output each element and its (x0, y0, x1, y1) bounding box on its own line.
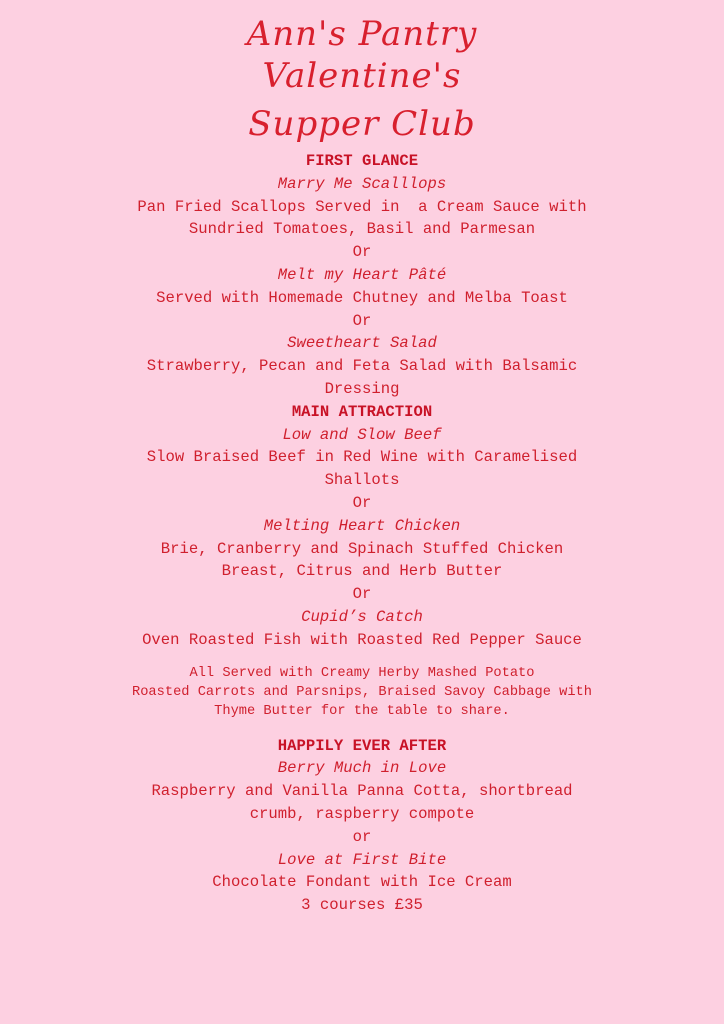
or-separator: Or (352, 311, 372, 330)
dish-description: Served with Homemade Chutney and Melba Toast (156, 288, 568, 307)
dish-name: Sweetheart Salad (287, 334, 437, 353)
or-separator: Or (352, 493, 372, 512)
dish-description: Chocolate Fondant with Ice Cream (212, 873, 512, 892)
dish-name: Berry Much in Love (277, 759, 447, 778)
dish-description: Slow Braised Beef in Red Wine with Caramelised (146, 448, 578, 467)
section-heading: FIRST GLANCE (305, 152, 419, 170)
dish-name: Low and Slow Beef (282, 425, 442, 444)
dish-name: Melt my Heart Pâté (277, 265, 447, 284)
or-separator: or (352, 827, 372, 846)
dish-name: Cupid’s Catch (301, 607, 423, 626)
dish-description: Brie, Cranberry and Spinach Stuffed Chicken (160, 539, 564, 558)
sides-note (0, 664, 724, 721)
section-heading: MAIN ATTRACTION (291, 402, 433, 421)
dish-name: Love at First Bite (277, 850, 447, 869)
or-separator: Or (352, 585, 372, 604)
sides-line: All Served with Creamy Herby Mashed Potato (189, 665, 535, 681)
dish-description: Sundried Tomatoes, Basil and Parmesan (188, 220, 536, 239)
dish-description: Pan Fried Scallops Served in a Cream Sauce with (137, 197, 587, 216)
dish-description: Breast, Citrus and Herb Butter (221, 562, 503, 581)
dish-description: Dressing (324, 379, 400, 398)
section-heading: HAPPILY EVER AFTER (277, 736, 447, 755)
dish-name: Marry Me Scalllops (277, 174, 447, 193)
dish-description: Shallots (324, 471, 400, 490)
price: 3 courses £35 (301, 896, 423, 915)
title-line: Valentine's (262, 56, 462, 96)
title-line: Ann's Pantry (246, 14, 478, 54)
dish-description: Strawberry, Pecan and Feta Salad with Balsamic (146, 357, 578, 376)
or-separator: Or (352, 243, 372, 262)
dish-description: crumb, raspberry compote (249, 804, 475, 823)
title-line: Supper Club (248, 104, 476, 144)
dish-description: Raspberry and Vanilla Panna Cotta, shortbread (151, 782, 573, 801)
dish-description: Oven Roasted Fish with Roasted Red Pepper Sauce (142, 630, 582, 649)
sides-line: Roasted Carrots and Parsnips, Braised Savoy Cabbage with (132, 684, 592, 700)
sides-line: Thyme Butter for the table to share. (214, 703, 510, 719)
dish-name: Melting Heart Chicken (263, 516, 461, 535)
menu-title (0, 14, 724, 146)
menu-body (0, 150, 724, 917)
